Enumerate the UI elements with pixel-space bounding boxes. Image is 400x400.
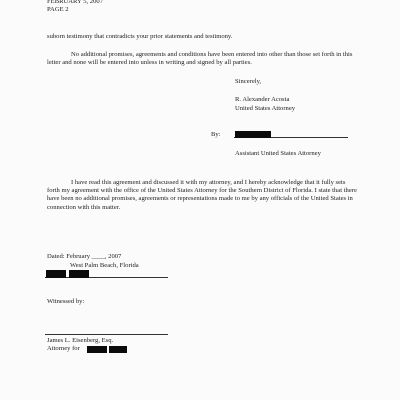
ausa-title: Assistant United States Attorney — [235, 150, 321, 157]
closing-salutation: Sincerely, — [235, 78, 262, 85]
witnessed-by-label: Witnessed by: — [47, 298, 85, 305]
by-label: By: — [211, 131, 221, 138]
paragraph-no-additional-promises: No additional promises, agreements and conditions have been entered into other than those set forth in this letter and none will be entered into unless in writing and signed by all parties. — [47, 51, 353, 67]
dated-location: West Palm Beach, Florida — [70, 262, 139, 269]
attorney-name: R. Alexander Acosta — [235, 96, 290, 103]
redaction-bar — [87, 346, 107, 353]
witness-signature-line — [45, 334, 168, 335]
header-date: FEBRUARY 5, 2007 — [47, 0, 103, 5]
redaction-bar — [46, 270, 66, 278]
redaction-bar — [235, 131, 271, 138]
redaction-bar — [69, 270, 89, 278]
attorney-title: United States Attorney — [235, 105, 296, 112]
witness-name: James L. Eisenberg, Esq. — [47, 337, 114, 344]
header-page-number: PAGE 2 — [47, 6, 69, 13]
witness-title: Attorney for — [47, 345, 80, 352]
paragraph-testimony: suborn testimony that contradicts your prior statements and testimony. — [47, 33, 233, 40]
redaction-bar — [109, 346, 127, 353]
dated-line: Dated: February ____, 2007 — [47, 253, 122, 260]
paragraph-acknowledgement: I have read this agreement and discussed it with my attorney, and I hereby acknowledge that it fully sets forth my agreement with the office of the United States Attorney for the Southern District of Florida. I state that there have been no additional promises, agreements or representations made to me by any officials of the United States in connection with this matter. — [47, 179, 357, 211]
